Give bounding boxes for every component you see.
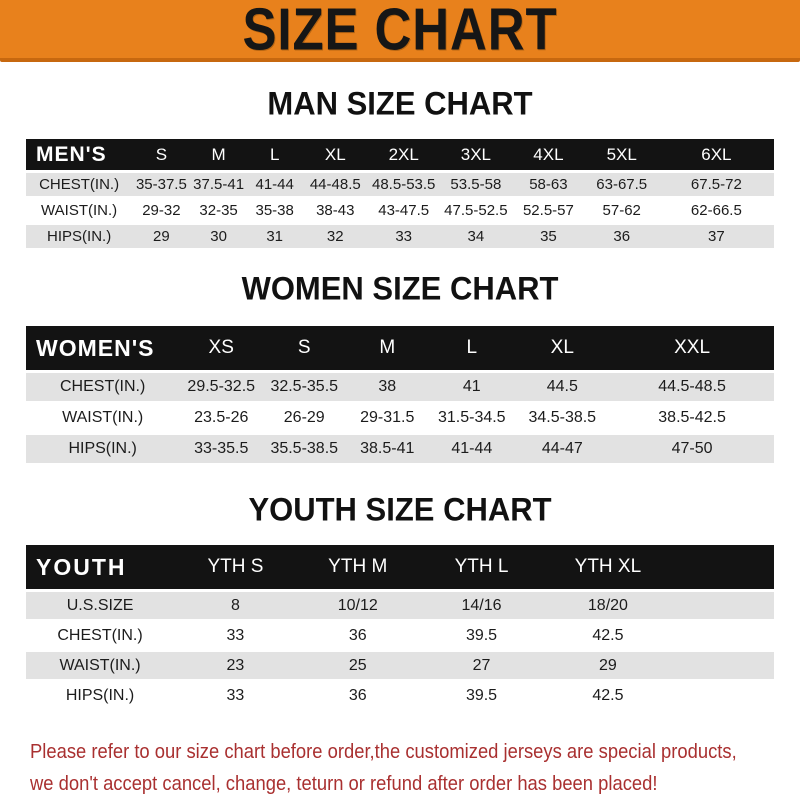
row-label: HIPS(IN.) xyxy=(68,440,137,457)
section-heading-men: MAN SIZE CHART xyxy=(267,85,533,122)
column-header: 5XL xyxy=(606,144,637,164)
table-cell: 35.5-38.5 xyxy=(270,440,339,457)
table-cell: 34.5-38.5 xyxy=(528,409,597,426)
table-cell: 39.5 xyxy=(465,686,498,704)
table-cell: 36 xyxy=(348,626,367,644)
column-header: S xyxy=(155,144,168,164)
table-cell: 30 xyxy=(210,228,227,245)
table-row xyxy=(26,173,774,196)
size-table xyxy=(26,136,774,251)
table-cell: 27 xyxy=(472,656,491,674)
table-cell: 29-32 xyxy=(142,202,181,219)
table-cell: 23.5-26 xyxy=(194,409,249,426)
youth-size-table xyxy=(26,542,774,712)
table-cell: 23 xyxy=(226,656,245,674)
column-header: 2XL xyxy=(388,144,419,164)
disclaimer xyxy=(30,736,800,800)
table-cell: 36 xyxy=(348,686,367,704)
table-cell: 44-47 xyxy=(541,440,583,457)
table-header-row xyxy=(26,545,774,589)
column-header: YTH L xyxy=(454,556,509,577)
table-row xyxy=(26,622,774,649)
table-cell: 38.5-42.5 xyxy=(658,409,726,426)
row-label: U.S.SIZE xyxy=(66,596,134,614)
table-cell: 14/16 xyxy=(461,596,502,614)
table-cell xyxy=(672,592,775,619)
table-cell: 25 xyxy=(348,656,367,674)
table-cell: 8 xyxy=(230,596,240,614)
table-cell: 44.5-48.5 xyxy=(658,378,726,395)
row-label: WAIST(IN.) xyxy=(41,202,118,219)
size-table xyxy=(26,323,774,466)
table-cell: 52.5-57 xyxy=(522,202,574,219)
row-label: CHEST(IN.) xyxy=(39,176,120,193)
table-cell: 67.5-72 xyxy=(690,176,742,193)
table-cell: 29 xyxy=(153,228,170,245)
row-label: CHEST(IN.) xyxy=(57,626,143,644)
table-cell: 38 xyxy=(378,378,397,395)
table-cell: 35-37.5 xyxy=(135,176,187,193)
table-cell: 39.5 xyxy=(465,626,498,644)
section-women xyxy=(0,271,800,466)
table-cell: 48.5-53.5 xyxy=(372,176,436,193)
row-label: HIPS(IN.) xyxy=(65,686,135,704)
table-cell: 32.5-35.5 xyxy=(270,378,339,395)
table-cell: 33 xyxy=(226,686,245,704)
table-cell: 41-44 xyxy=(255,176,294,193)
table-cell: 43-47.5 xyxy=(378,202,430,219)
table-cell: 62-66.5 xyxy=(690,202,742,219)
table-cell: 41 xyxy=(462,378,481,395)
table-cell xyxy=(672,682,775,709)
column-header: L xyxy=(466,337,478,358)
column-header: YTH S xyxy=(207,556,264,577)
table-cell: 35-38 xyxy=(255,202,294,219)
table-cell: 53.5-58 xyxy=(450,176,502,193)
banner-title: SIZE CHART xyxy=(242,0,558,63)
row-label: CHEST(IN.) xyxy=(60,378,146,395)
table-header-row xyxy=(26,139,774,170)
table-cell: 41-44 xyxy=(451,440,493,457)
table-cell: 47.5-52.5 xyxy=(444,202,508,219)
table-cell: 37.5-41 xyxy=(193,176,245,193)
table-cell xyxy=(672,622,775,649)
disclaimer-line-2: we don't accept cancel, change, teturn or refund after order has been placed! xyxy=(30,773,658,795)
column-header: YTH XL xyxy=(574,556,642,577)
table-row xyxy=(26,225,774,248)
section-heading-youth: YOUTH SIZE CHART xyxy=(248,491,552,528)
table-cell: 33 xyxy=(226,626,245,644)
table-cell: 32 xyxy=(326,228,344,245)
table-cell: 38.5-41 xyxy=(360,440,415,457)
column-header: YTH M xyxy=(328,556,388,577)
column-header: 4XL xyxy=(533,144,564,164)
table-row xyxy=(26,199,774,222)
table-cell: 44-48.5 xyxy=(309,176,361,193)
table-cell: 18/20 xyxy=(587,596,628,614)
table-cell: 44.5 xyxy=(546,378,578,395)
table-cell xyxy=(672,652,775,679)
column-header: 3XL xyxy=(460,144,491,164)
table-cell: 31 xyxy=(266,228,284,245)
table-cell: 34 xyxy=(467,228,485,245)
column-header: XXL xyxy=(674,337,711,358)
table-cell: 38-43 xyxy=(316,202,355,219)
table-cell: 26-29 xyxy=(283,409,325,426)
women-size-table xyxy=(26,323,774,466)
table-cell: 57-62 xyxy=(602,202,641,219)
column-header: XS xyxy=(208,337,234,358)
table-cell: 10/12 xyxy=(337,596,378,614)
column-header: M xyxy=(211,144,226,164)
table-cell: 33-35.5 xyxy=(194,440,249,457)
table-cell: 32-35 xyxy=(199,202,238,219)
men-size-table xyxy=(26,136,774,251)
column-header: L xyxy=(269,144,280,164)
column-header xyxy=(672,545,775,589)
table-cell: 37 xyxy=(708,228,725,245)
disclaimer-line-1: Please refer to our size chart before order,the customized jerseys are special products, xyxy=(30,741,737,763)
table-row xyxy=(26,652,774,679)
column-header: 6XL xyxy=(701,144,732,164)
row-label: WAIST(IN.) xyxy=(59,656,141,674)
table-cell: 63-67.5 xyxy=(596,176,648,193)
table-row xyxy=(26,682,774,709)
table-cell: 29-31.5 xyxy=(360,409,415,426)
table-corner-label: YOUTH xyxy=(36,553,127,580)
column-header: XL xyxy=(550,337,574,358)
column-header: S xyxy=(297,337,311,358)
table-cell: 31.5-34.5 xyxy=(437,409,506,426)
table-cell: 29 xyxy=(599,656,617,674)
table-cell: 33 xyxy=(395,228,413,245)
banner xyxy=(0,0,800,62)
table-corner-label: MEN'S xyxy=(36,142,107,166)
table-cell: 42.5 xyxy=(592,686,624,704)
table-cell: 42.5 xyxy=(592,626,624,644)
table-row xyxy=(26,404,774,432)
table-cell: 36 xyxy=(613,228,631,245)
row-label: HIPS(IN.) xyxy=(47,228,112,245)
row-label: WAIST(IN.) xyxy=(62,409,144,426)
table-cell: 29.5-32.5 xyxy=(187,378,256,395)
table-row xyxy=(26,435,774,463)
section-heading-women: WOMEN SIZE CHART xyxy=(241,270,559,307)
table-row xyxy=(26,592,774,619)
table-row xyxy=(26,373,774,401)
section-youth xyxy=(0,492,800,712)
column-header: M xyxy=(379,337,396,358)
column-header: XL xyxy=(324,144,346,164)
table-cell: 35 xyxy=(540,228,557,245)
section-men xyxy=(0,86,800,251)
table-corner-label: WOMEN'S xyxy=(36,334,155,361)
table-cell: 47-50 xyxy=(671,440,713,457)
table-header-row xyxy=(26,326,774,370)
size-table xyxy=(26,542,774,712)
table-cell: 58-63 xyxy=(529,176,568,193)
